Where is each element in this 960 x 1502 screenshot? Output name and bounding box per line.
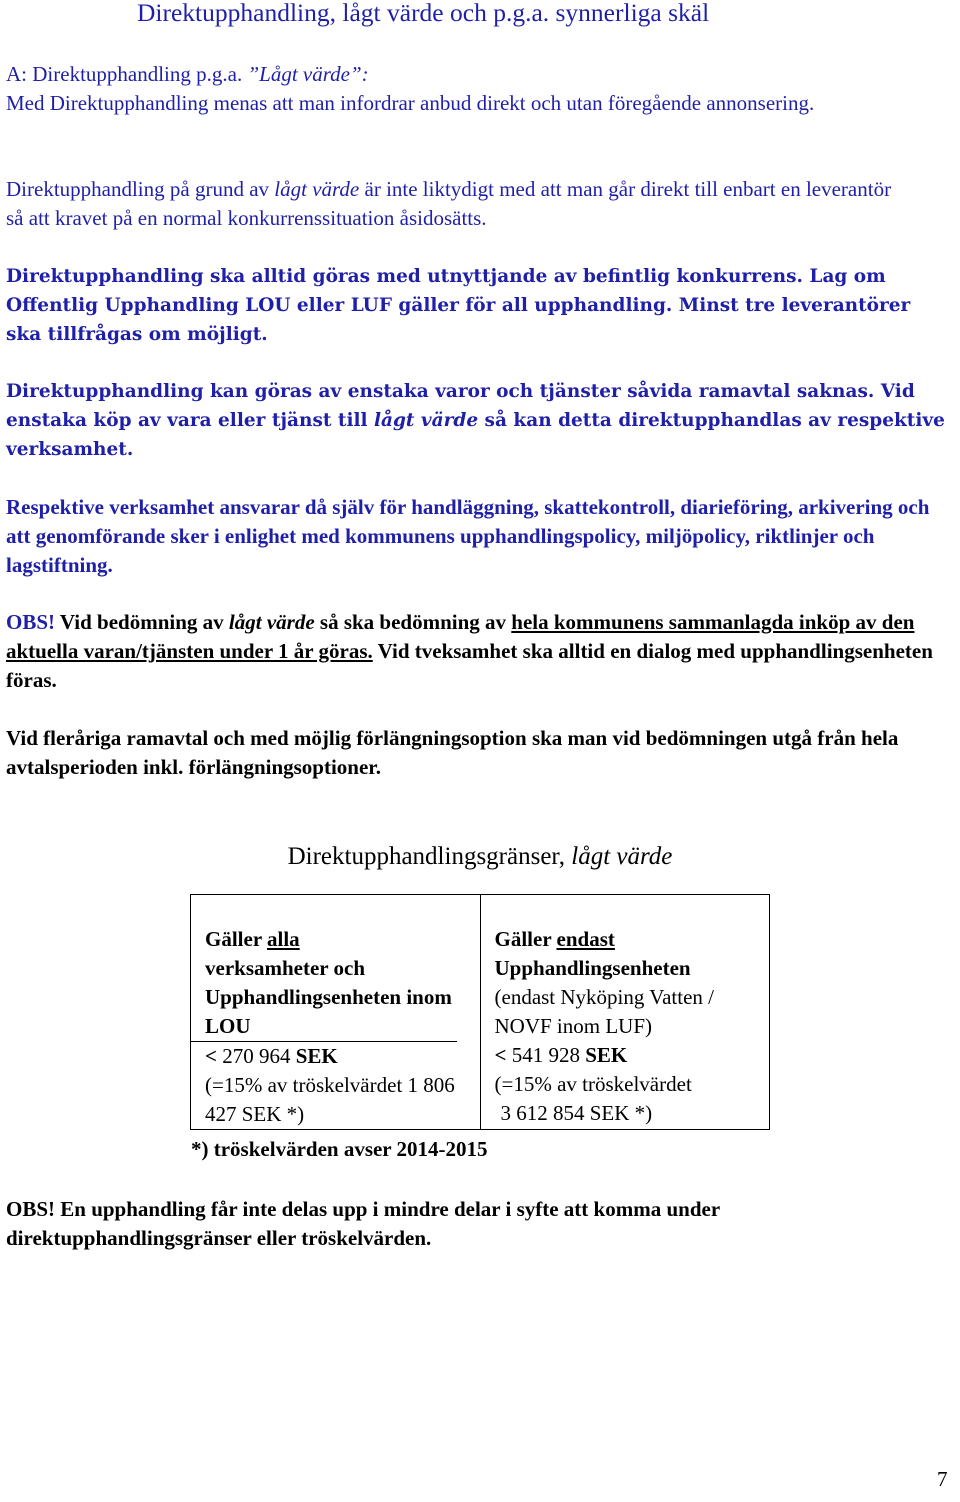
page-number: 7 [937, 1467, 948, 1491]
paragraph-5 [6, 608, 951, 695]
limits-table [190, 894, 770, 1130]
limits-heading-emphasis: lågt värde [571, 843, 673, 870]
p5-text-2: så ska bedömning av [314, 610, 512, 634]
limits-proc-note-2: 3 612 854 SEK *) [500, 1101, 653, 1125]
limits-all-scope [205, 925, 480, 1041]
final-note: OBS! En upphandling får inte delas upp i mindre delar i syfte att komma under direktupphandlingsgränser eller tröskelvärden. [6, 1197, 720, 1250]
p1-text: Direktupphandling på grund av [6, 177, 275, 201]
threshold-footnote: *) tröskelvärden avser 2014-2015 [191, 1137, 488, 1161]
p1-text-end: är inte liktydigt med att man går direkt till enbart en leverantör så att kravet på en normal konkurrenssituation åsidosätts. [6, 177, 892, 230]
limits-all-prefix: Gäller [205, 927, 268, 951]
p1-emphasis: lågt värde [274, 177, 360, 201]
section-a-definition: Med Direktupphandling menas att man infordrar anbud direkt och utan föregående annonsering. [6, 91, 815, 115]
limits-cell-all [191, 895, 481, 1130]
p5-emphasis: lågt värde [228, 610, 315, 634]
limits-all-amount: 270 964 [222, 1044, 291, 1068]
limits-heading-text: Direktupphandlingsgränser, [287, 843, 565, 870]
paragraph-1 [6, 175, 906, 233]
p3-text-end: så kan detta direktupphandlas av respektive verksamhet. [6, 410, 945, 460]
paragraph-2: Direktupphandling ska alltid göras med utnyttjande av befintlig konkurrens. Lag om Offentlig Upphandling LOU eller LUF gäller för all upphandling. Minst tre leverantörer ska tillfrågas om möjligt. [6, 266, 911, 345]
limits-all-note: (=15% av tröskelvärdet 1 806 427 SEK *) [205, 1073, 455, 1126]
limits-proc-underlined: endast [556, 927, 615, 951]
p5-obs: OBS! [6, 610, 56, 634]
p5-text-end: Vid tveksamhet ska alltid en dialog med upphandlingsenheten föras. [6, 639, 933, 692]
limits-proc-amount-block [495, 1041, 770, 1128]
limits-table-row [191, 895, 770, 1130]
limits-all-amount-block [191, 1041, 457, 1129]
limits-proc-amount: 541 928 [511, 1043, 580, 1067]
limits-proc-lt: < [494, 1043, 512, 1067]
p3-text: Direktupphandling kan göras av enstaka varor och tjänster såvida ramavtal saknas. Vid enstaka köp av vara eller tjänst till [6, 381, 915, 431]
limits-proc-prefix: Gäller [494, 927, 557, 951]
limits-all-lt: < [205, 1044, 223, 1068]
section-a [6, 60, 936, 118]
limits-cell-procurement [480, 895, 770, 1130]
p5-underlined: hela kommunens sammanlagda inköp av den aktuella varan/tjänsten under 1 år göras. [6, 610, 915, 663]
paragraph-3 [6, 377, 951, 464]
limits-all-rest: verksamheter och Upphandlingsenheten inom LOU [205, 956, 452, 1038]
p5-text: Vid bedömning av [55, 610, 229, 634]
page-title: Direktupphandling, lågt värde och p.g.a. synnerliga skäl [137, 0, 710, 27]
limits-proc-currency: SEK [579, 1043, 628, 1067]
limits-proc-scope-note: (endast Nyköping Vatten / NOVF inom LUF) [494, 985, 714, 1038]
limits-all-underlined: alla [267, 927, 300, 951]
limits-proc-rest: Upphandlingsenheten [494, 956, 691, 980]
section-a-lead: A: Direktupphandling p.g.a. [6, 62, 243, 86]
paragraph-6: Vid fleråriga ramavtal och med möjlig förlängningsoption ska man vid bedömningen utgå från hela avtalsperioden inkl. förlängningsoptioner. [6, 726, 899, 779]
section-a-term: ”Lågt värde”: [247, 62, 369, 86]
limits-proc-scope [495, 925, 770, 1041]
limits-proc-note-1: (=15% av tröskelvärdet [494, 1072, 692, 1096]
p3-emphasis: lågt värde [373, 410, 479, 431]
paragraph-4: Respektive verksamhet ansvarar då själv för handläggning, skattekontroll, diarieföring, arkivering och att genomförande sker i enlighet med kommunens upphandlingspolicy, miljöpolicy, riktlinjer och lagstiftning. [6, 495, 930, 577]
limits-all-currency: SEK [290, 1044, 338, 1068]
limits-heading [0, 843, 960, 871]
